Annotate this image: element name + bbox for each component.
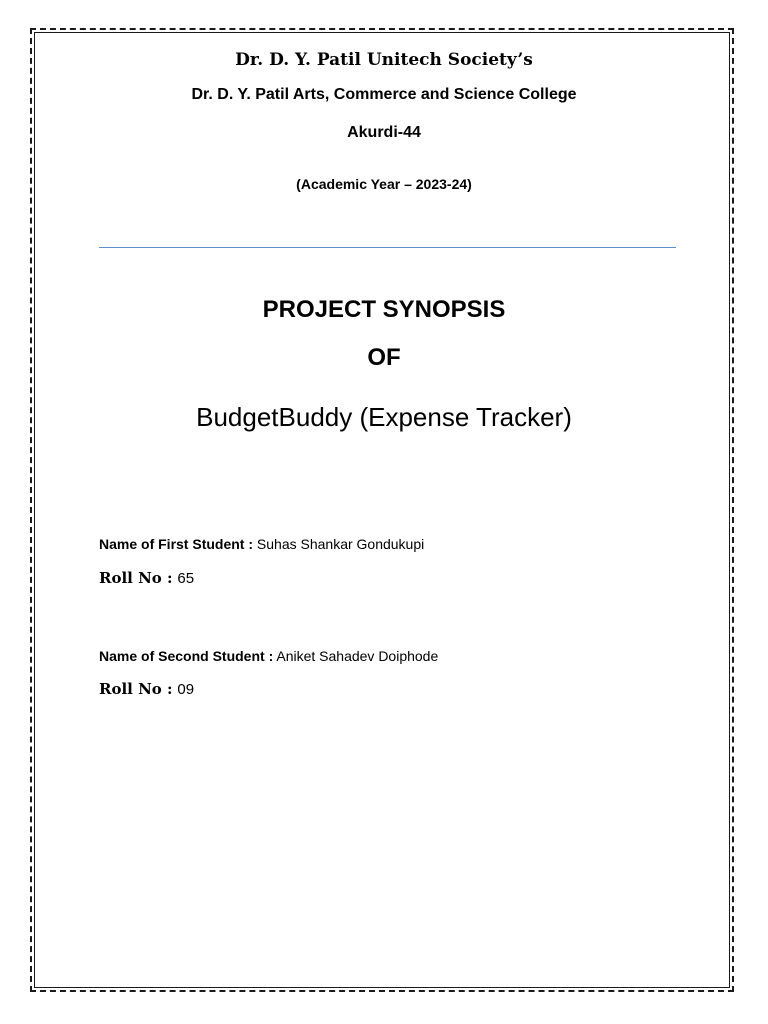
society-name: Dr. D. Y. Patil Unitech Society’s [235,50,533,70]
second-student-name-field [99,648,438,664]
college-location: Akurdi-44 [347,124,421,141]
horizontal-rule [99,247,676,248]
first-student-roll-label: Roll No : [99,569,173,587]
academic-year: (Academic Year – 2023-24) [296,176,472,192]
first-student-roll: 65 [177,570,195,587]
second-student-roll: 09 [177,681,195,698]
college-name: Dr. D. Y. Patil Arts, Commerce and Science College [191,86,577,103]
second-student-name-label: Name of Second Student : [99,648,274,664]
first-student-name-field [99,536,424,552]
second-student-name: Aniket Sahadev Doiphode [276,648,439,664]
first-student-roll-field [99,569,194,587]
title-of: OF [367,344,401,371]
second-student-roll-field [99,680,194,698]
first-student-name-label: Name of First Student : [99,536,254,552]
page-border [30,28,734,992]
project-name: BudgetBuddy (Expense Tracker) [196,402,572,432]
document-title: PROJECT SYNOPSIS [262,296,506,323]
first-student-name: Suhas Shankar Gondukupi [256,536,425,552]
second-student-roll-label: Roll No : [99,680,173,698]
